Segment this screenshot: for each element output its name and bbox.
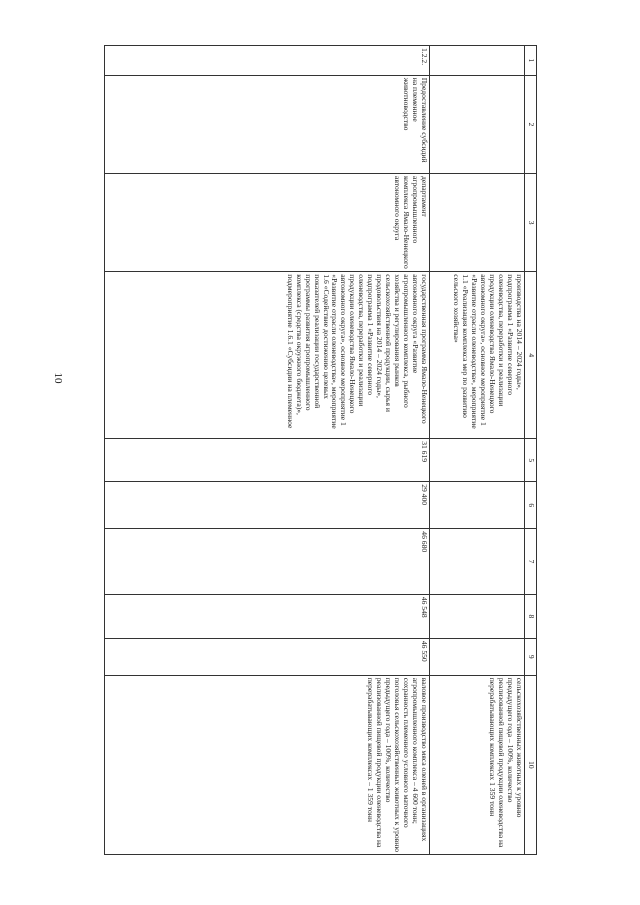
cell-result-continuation: сельскохозяйственных животных к уровню предыдущего года – 100%, количество реализованной пищевой продукции оленеводства на перерабатывающих комплексах 1 359 тонн [430,675,525,854]
cell-empty [430,594,525,638]
column-number-row [525,46,537,855]
col-header-5: 5 [525,439,537,482]
cell-empty [430,75,525,173]
col-header-10: 10 [525,675,537,854]
table-row-continuation [430,46,525,855]
cell-value-5: 31 619 [105,439,430,482]
cell-value-7: 46 680 [105,529,430,595]
cell-program-reference: государственная программа Ямало-Ненецкого автономного округа «Развитие агропромышленного комплекса, рыбного хозяйства и регулирования рынков сельскохозяйственной продукции, сырья и продовольствия на 2014 – 2024 годы», подпрограмма 1 «Развитие северного оленеводства, переработки и реализации продукции оленеводства Ямало-Ненецкого автономного округа», основное мероприятие 1 «Развитие отрасли оленеводства», мероприятие 1.6 «Содействие достижению целевых показателей реализации государственной программы развития агропромышленного комплекса (средства окружного бюджета)», подмероприятие 1.6.1 «Субсидии на племенное [105,272,430,439]
program-table [104,45,537,855]
col-header-6: 6 [525,482,537,529]
cell-program-continuation: производства на 2014 – 2024 годы», подпрограмма 1 «Развитие северного оленеводства, переработки и реализации продукции оленеводства Ямало-Ненецкого автономного округа», основное мероприятие 1 «Развитие отрасли оленеводства», мероприятие 1.1 «Реализация комплекса мер по развитию сельского хозяйства» [430,272,525,439]
cell-empty [430,638,525,675]
cell-empty [430,529,525,595]
cell-executor: департамент агропромышленного комплекса Ямало-Ненецкого автономного округа [105,173,430,271]
cell-empty [430,439,525,482]
page-number: 10 [52,372,64,384]
col-header-1: 1 [525,46,537,76]
cell-empty [430,46,525,76]
cell-value-8: 46 548 [105,594,430,638]
cell-empty [430,173,525,271]
cell-value-9: 46 550 [105,638,430,675]
col-header-2: 2 [525,75,537,173]
col-header-8: 8 [525,594,537,638]
col-header-9: 9 [525,638,537,675]
col-header-4: 4 [525,272,537,439]
col-header-7: 7 [525,529,537,595]
cell-measure-name: Предоставление субсидий на племенное животноводство [105,75,430,173]
cell-empty [430,482,525,529]
table-row-1-2-2 [105,46,430,855]
cell-item-number: 1.2.2. [105,46,430,76]
col-header-3: 3 [525,173,537,271]
cell-value-6: 29 400 [105,482,430,529]
cell-expected-result: валовое производство мяса оленей в организациях агропромышленного комплекса – 4 600 тонн; сохранность племенного условного маточного поголовья сельскохозяйственных животных к уровню предыдущего года – 100%, количество реализованной пищевой продукции оленеводства на перерабатывающих комплексах – 1 359 тонн [105,675,430,854]
rotated-table-page [97,45,537,855]
